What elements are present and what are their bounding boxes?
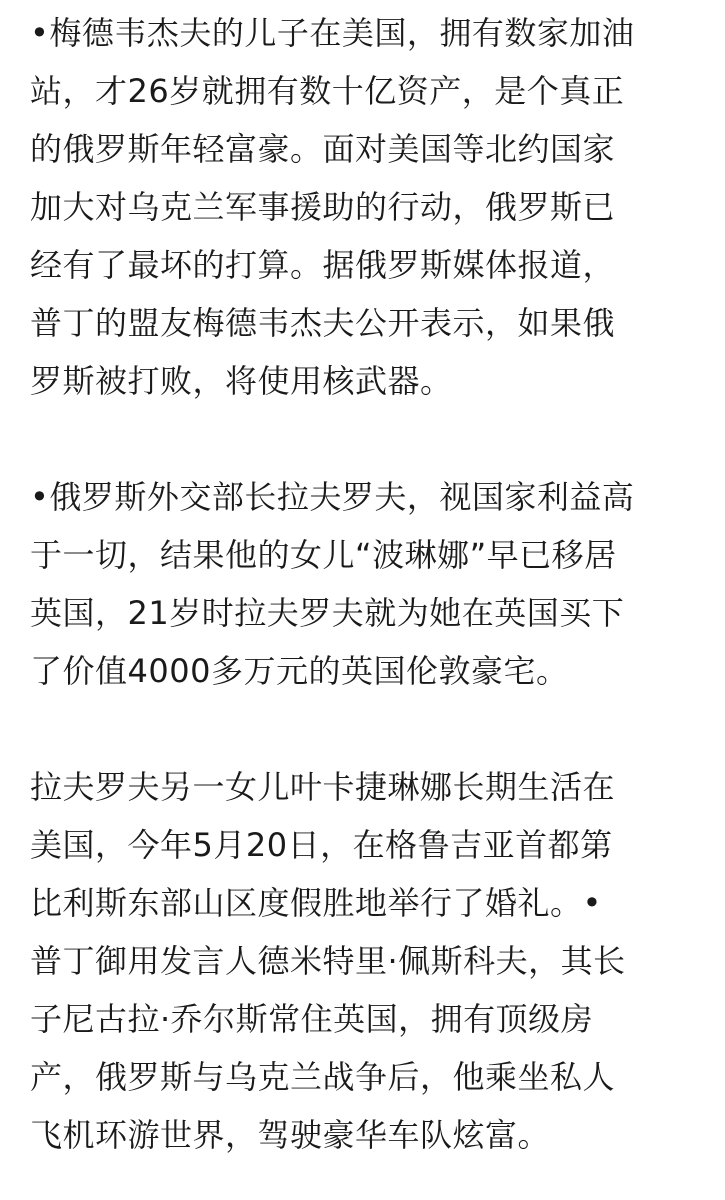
text-line: 了价值4000多万元的英国伦敦豪宅。 xyxy=(30,652,569,690)
text-line: 普丁的盟友梅德韦杰夫公开表示，如果俄 xyxy=(30,304,616,342)
paragraph-daughter-peskov xyxy=(30,758,710,1164)
text-line: 于一切，结果他的女儿“波琳娜”早已移居 xyxy=(30,536,617,574)
paragraph-medvedev xyxy=(30,4,710,410)
text-line: 拉夫罗夫另一女儿叶卡捷琳娜长期生活在 xyxy=(30,768,616,806)
text-line: 经有了最坏的打算。据俄罗斯媒体报道， xyxy=(30,246,616,284)
text-line: 子尼古拉·乔尔斯常住英国，拥有顶级房 xyxy=(30,1000,594,1038)
text-line: 罗斯被打败，将使用核武器。 xyxy=(30,362,453,400)
text-line: 比利斯东部山区度假胜地举行了婚礼。• xyxy=(30,884,602,922)
text-line: 飞机环游世界，驾驶豪华车队炫富。 xyxy=(30,1116,551,1154)
text-line: 美国，今年5月20日，在格鲁吉亚首都第 xyxy=(30,826,613,864)
text-line: 站，才26岁就拥有数十亿资产，是个真正 xyxy=(30,72,625,110)
article-body xyxy=(30,4,710,1164)
text-line: •梅德韦杰夫的儿子在美国，拥有数家加油 xyxy=(30,14,635,52)
text-line: 产，俄罗斯与乌克兰战争后，他乘坐私人 xyxy=(30,1058,616,1096)
text-line: 加大对乌克兰军事援助的行动，俄罗斯已 xyxy=(30,188,616,226)
text-line: •俄罗斯外交部长拉夫罗夫，视国家利益高 xyxy=(30,478,635,516)
text-line: 普丁御用发言人德米特里·佩斯科夫，其长 xyxy=(30,942,626,980)
text-line: 的俄罗斯年轻富豪。面对美国等北约国家 xyxy=(30,130,616,168)
paragraph-spacer xyxy=(30,410,710,468)
paragraph-lavrov xyxy=(30,468,710,700)
text-line: 英国，21岁时拉夫罗夫就为她在英国买下 xyxy=(30,594,625,632)
paragraph-spacer xyxy=(30,700,710,758)
